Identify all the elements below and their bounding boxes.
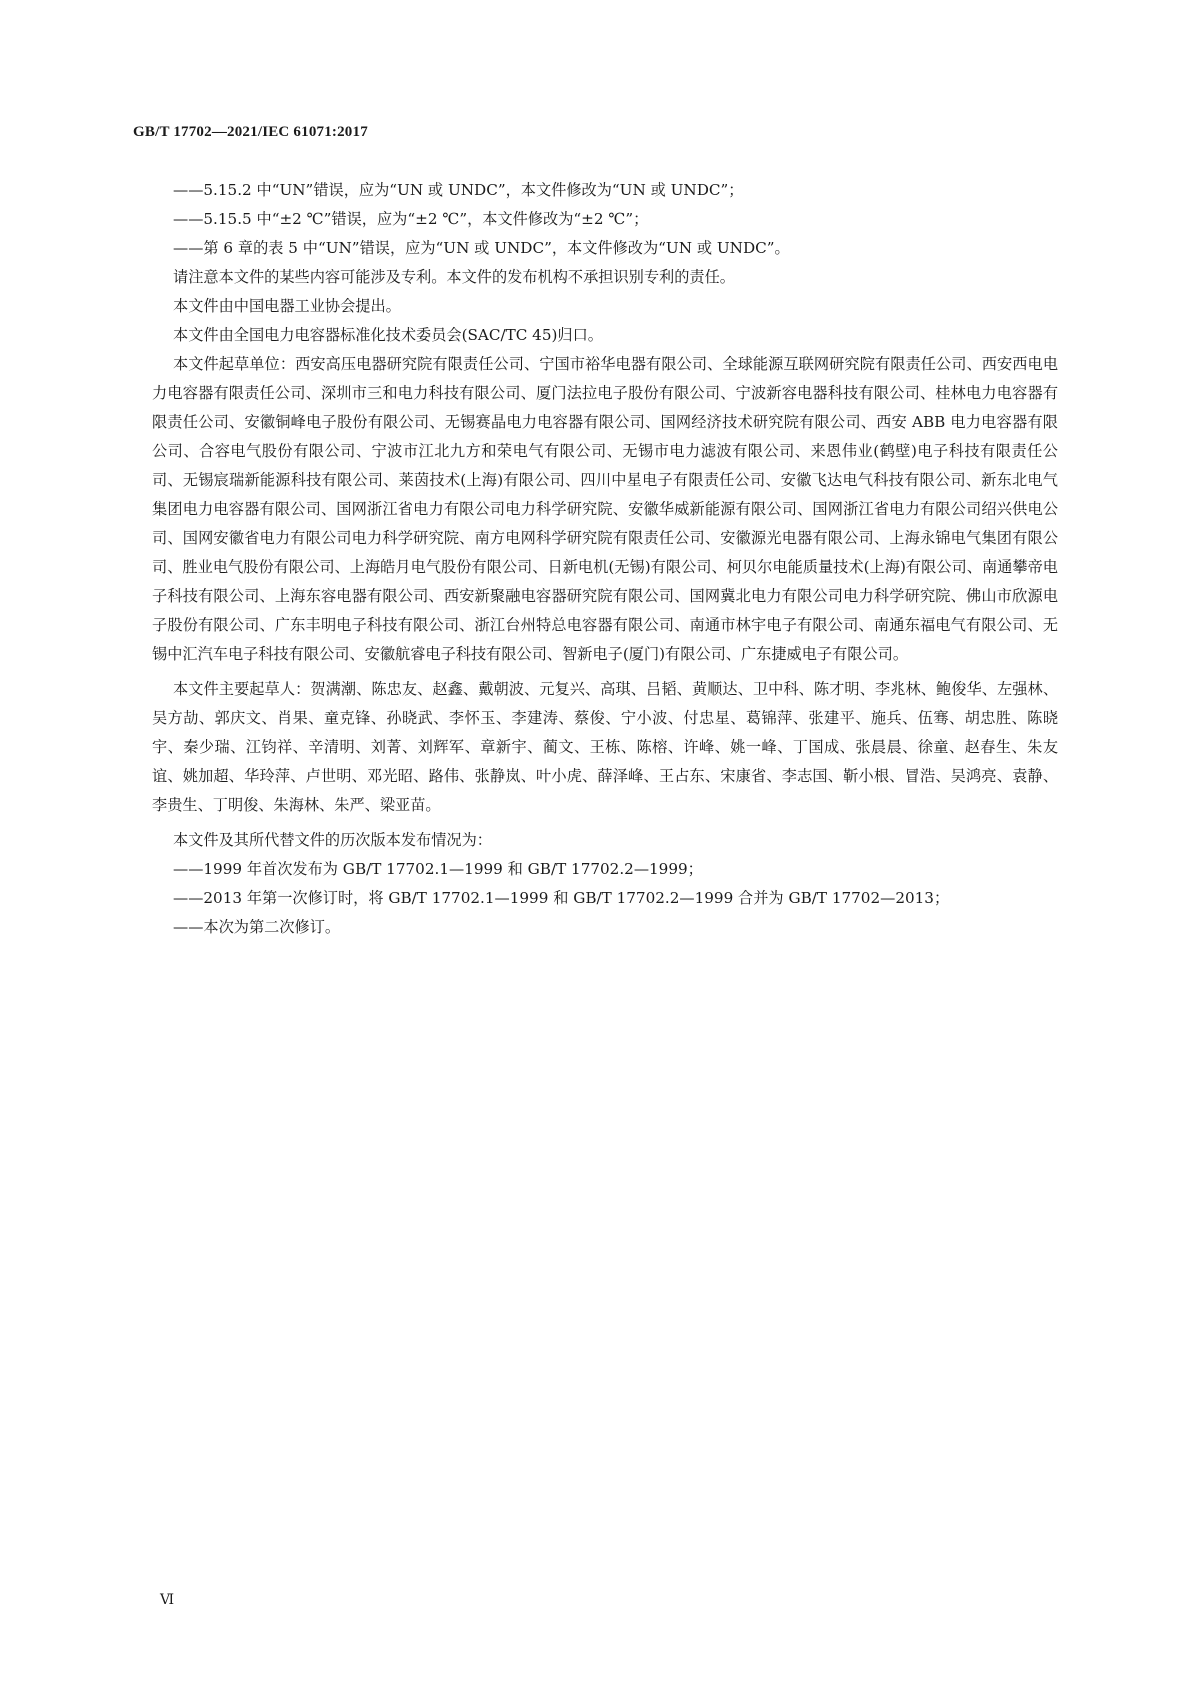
correction-item: ——5.15.2 中“UN”错误，应为“UN 或 UNDC”，本文件修改为“UN 或 UNDC”；	[173, 181, 744, 199]
history-item: ——2013 年第一次修订时，将 GB/T 17702.1—1999 和 GB/T 17702.2—1999 合并为 GB/T 17702—2013；	[173, 889, 950, 907]
page-number: Ⅵ	[160, 1593, 175, 1608]
patent-notice: 请注意本文件的某些内容可能涉及专利。本文件的发布机构不承担识别专利的责任。	[173, 268, 735, 286]
history-item: ——本次为第二次修订。	[173, 918, 341, 936]
correction-item: ——第 6 章的表 5 中“UN”错误，应为“UN 或 UNDC”，本文件修改为“UN 或 UNDC”。	[173, 239, 790, 257]
history-item: ——1999 年首次发布为 GB/T 17702.1—1999 和 GB/T 17702.2—1999；	[173, 860, 703, 878]
proposer-statement: 本文件由中国电器工业协会提出。	[173, 297, 401, 315]
main-drafters: 本文件主要起草人：贺满潮、陈忠友、赵鑫、戴朝波、元复兴、高琪、吕韬、黄顺达、卫中科、陈才明、李兆林、鲍俊华、左强林、吴方劼、郭庆文、肖果、童克锋、孙晓武、李怀玉、李建涛、蔡俊、宁小波、付忠星、葛锦萍、张建平、施兵、伍骞、胡忠胜、陈晓宇、秦少瑞、江钧祥、辛清明、刘菁、刘辉军、章新宇、蔺文、王栋、陈榕、许峰、姚一峰、丁国成、张晨晨、徐童、赵春生、朱友谊、姚加超、华玲萍、卢世明、邓光昭、路伟、张静岚、叶小虎、薛泽峰、王占东、宋康省、李志国、靳小根、冒浩、吴鸿亮、袁静、李贵生、丁明俊、朱海林、朱严、梁亚苗。	[152, 680, 1058, 814]
drafting-units: 本文件起草单位：西安高压电器研究院有限责任公司、宁国市裕华电器有限公司、全球能源互联网研究院有限责任公司、西安西电电力电容器有限责任公司、深圳市三和电力科技有限公司、厦门法拉电子股份有限公司、宁波新容电器科技有限公司、桂林电力电容器有限责任公司、安徽铜峰电子股份有限公司、无锡赛晶电力电容器有限公司、国网经济技术研究院有限公司、西安 ABB 电力电容器有限公司、合容电气股份有限公司、宁波市江北九方和荣电气有限公司、无锡市电力滤波有限公司、来恩伟业(鹤壁)电子科技有限责任公司、无锡宸瑞新能源科技有限公司、莱茵技术(上海)有限公司、四川中星电子有限责任公司、安徽飞达电气科技有限公司、新东北电气集团电力电容器有限公司、国网浙江省电力有限公司电力科学研究院、安徽华威新能源有限公司、国网浙江省电力有限公司绍兴供电公司、国网安徽省电力有限公司电力科学研究院、南方电网科学研究院有限责任公司、安徽源光电器有限公司、上海永锦电气集团有限公司、胜业电气股份有限公司、上海皓月电气股份有限公司、日新电机(无锡)有限公司、柯贝尔电能质量技术(上海)有限公司、南通攀帝电子科技有限公司、上海东容电器有限公司、西安新聚融电容器研究院有限公司、国网冀北电力有限公司电力科学研究院、佛山市欣源电子股份有限公司、广东丰明电子科技有限公司、浙江台州特总电容器有限公司、南通市林宇电子有限公司、南通东福电气有限公司、无锡中汇汽车电子科技有限公司、安徽航睿电子科技有限公司、智新电子(厦门)有限公司、广东捷威电子有限公司。	[152, 355, 1058, 663]
history-intro: 本文件及其所代替文件的历次版本发布情况为：	[173, 831, 492, 849]
document-body	[152, 176, 1058, 942]
committee-statement: 本文件由全国电力电容器标准化技术委员会(SAC/TC 45)归口。	[173, 326, 603, 344]
correction-item: ——5.15.5 中“±2 ℃”错误，应为“±2 ℃”，本文件修改为“±2 ℃”；	[173, 210, 649, 228]
document-header: GB/T 17702—2021/IEC 61071:2017	[133, 124, 368, 140]
